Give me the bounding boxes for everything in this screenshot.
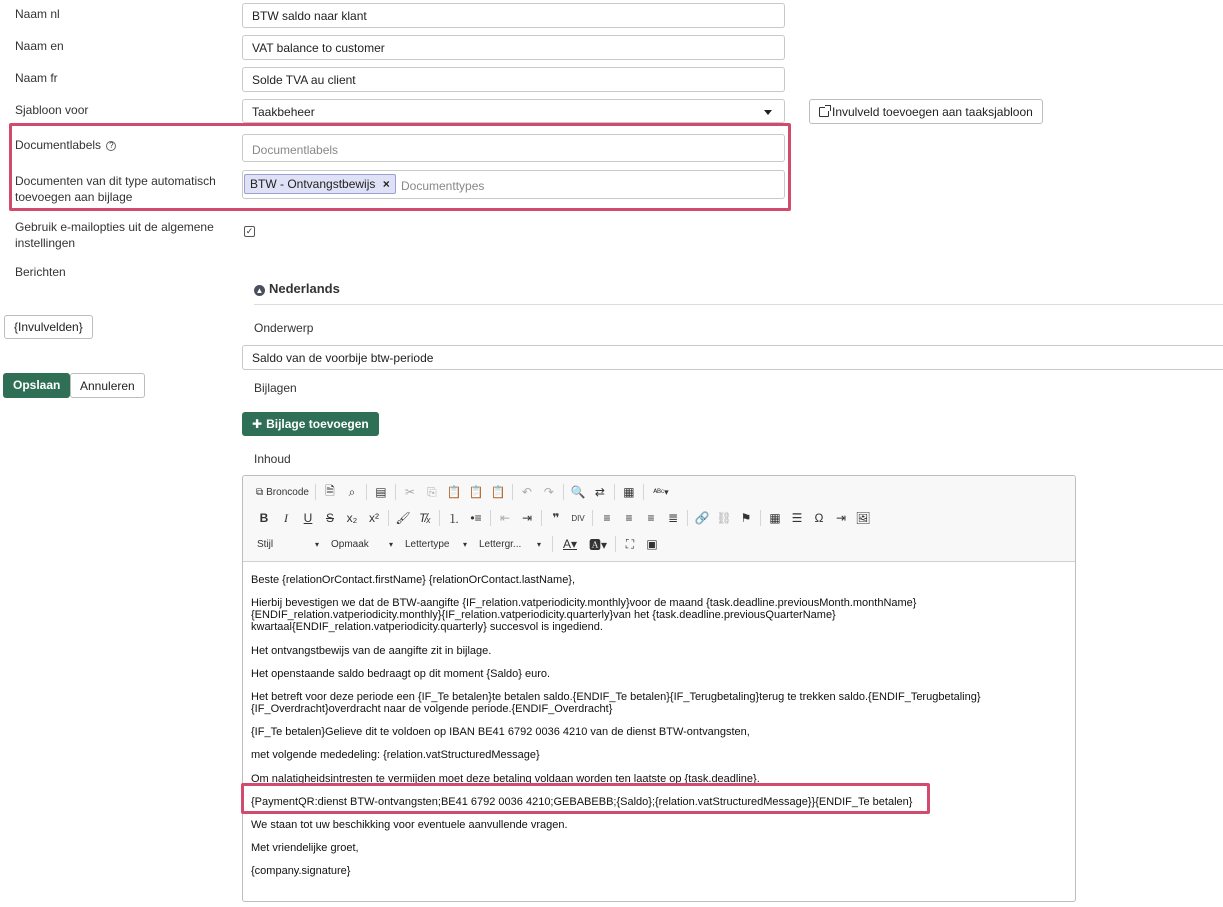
format-combo-label: Opmaak <box>331 538 369 550</box>
font-combo[interactable] <box>401 535 471 553</box>
content-line: met volgende mededeling: {relation.vatStructuredMessage} <box>251 749 540 761</box>
background-color-icon[interactable]: 🅰▾ <box>588 537 608 552</box>
align-justify-icon[interactable]: ≣ <box>667 511 679 525</box>
caret-down-icon <box>764 110 772 115</box>
replace-icon[interactable]: ⇄ <box>594 485 605 499</box>
documenttypes-label-line1: Documenten van dit type automatisch <box>15 174 216 188</box>
text-color-icon[interactable]: A▾ <box>562 537 578 551</box>
documenttype-tag-label: BTW - Ontvangstbewijs <box>250 177 376 191</box>
indent-icon[interactable]: ⇥ <box>521 511 533 525</box>
content-line: Beste {relationOrContact.firstName} {relationOrContact.lastName}, <box>251 574 576 586</box>
content-label: Inhoud <box>254 452 291 466</box>
content-line: Het betreft voor deze periode een {IF_Te betalen}te betalen saldo.{ENDIF_Te betalen}{IF_Terugbetaling}terug te trekken saldo.{ENDIF_Terugbetaling} <box>251 691 981 703</box>
find-icon[interactable]: 🔍 <box>570 485 586 499</box>
sjabloon-select-value: Taakbeheer <box>252 105 315 119</box>
content-line: Met vriendelijke groet, <box>251 842 359 854</box>
email-options-checkbox[interactable]: ✓ <box>245 226 254 236</box>
content-line: We staan tot uw beschikking voor eventuele aanvullende vragen. <box>251 819 568 831</box>
source-label: Broncode <box>266 486 309 498</box>
external-link-icon <box>819 107 829 117</box>
paste-word-icon[interactable]: 📋 <box>490 485 506 499</box>
documentlabels-input[interactable] <box>242 134 785 162</box>
content-line: kwartaal{ENDIF_relation.vatperiodicity.quarterly} succesvol is ingediend. <box>251 621 603 633</box>
copy-format-icon[interactable]: 🖌 <box>395 511 411 525</box>
copy-icon[interactable]: ⎘ <box>427 484 437 499</box>
berichten-label: Berichten <box>15 265 66 279</box>
spellcheck-icon[interactable]: ᴬᴮᶜ▾ <box>653 486 669 497</box>
source-icon: ⧉ <box>256 486 264 498</box>
align-right-icon[interactable]: ≡ <box>647 511 655 525</box>
link-icon[interactable]: 🔗 <box>694 511 710 525</box>
documentlabels-label-text: Documentlabels <box>15 138 102 152</box>
subscript-icon[interactable]: x₂ <box>346 511 358 525</box>
plus-icon: ✚ <box>252 417 263 431</box>
section-divider <box>254 304 1223 305</box>
documenttype-tag <box>244 174 396 194</box>
content-line: {IF_Overdracht}overdracht naar de volgende periode.{ENDIF_Overdracht} <box>251 703 613 715</box>
naam-fr-input[interactable]: Solde TVA au client <box>242 67 785 92</box>
save-doc-icon[interactable]: 🗎 <box>325 483 335 498</box>
cut-icon[interactable]: ✂ <box>404 485 415 499</box>
sjabloon-select[interactable] <box>242 99 785 123</box>
naam-en-input[interactable]: VAT balance to customer <box>242 35 785 60</box>
maximize-icon[interactable]: ⛶ <box>625 536 635 551</box>
content-line: {PaymentQR:dienst BTW-ontvangsten;BE41 6792 0036 4210;GEBABEBB;{Saldo};{relation.vatStructuredMessage}}{ENDIF_Te betalen} <box>251 796 913 808</box>
caret-down-icon: ▾ <box>314 539 319 549</box>
font-size-combo-label: Lettergr... <box>479 538 522 550</box>
save-button[interactable]: Opslaan <box>3 373 70 398</box>
undo-icon[interactable]: ↶ <box>521 485 532 499</box>
outdent-icon[interactable]: ⇤ <box>499 511 511 525</box>
email-options-label-line1: Gebruik e-mailopties uit de algemene <box>15 220 214 234</box>
italic-icon[interactable]: I <box>284 510 288 525</box>
naam-nl-input[interactable]: BTW saldo naar klant <box>242 3 785 28</box>
table-icon[interactable]: ▦ <box>769 511 781 525</box>
show-blocks-icon[interactable]: ▣ <box>646 537 658 551</box>
image-icon[interactable]: 🖼 <box>855 511 871 525</box>
subject-label: Onderwerp <box>254 321 314 335</box>
email-options-label-line2: instellingen <box>15 236 76 250</box>
naam-en-label: Naam en <box>15 39 64 53</box>
naam-nl-label: Naam nl <box>15 7 60 21</box>
nederlands-title: Nederlands <box>269 281 340 296</box>
paste-icon[interactable]: 📋 <box>446 485 462 499</box>
toolbar-row-2 <box>253 508 874 528</box>
unlink-icon[interactable]: ⛓ <box>716 511 732 525</box>
documenttypes-placeholder: Documenttypes <box>401 179 485 193</box>
caret-down-icon: ▾ <box>536 539 541 549</box>
superscript-icon[interactable]: x² <box>369 511 379 525</box>
content-line: {ENDIF_relation.vatperiodicity.monthly}{IF_relation.vatperiodicity.quarterly}van het {task.deadline.previousQuarterName} <box>251 609 836 621</box>
bold-icon[interactable]: B <box>259 511 269 525</box>
content-line: Om nalatigheidsintresten te vermijden moet deze betaling voldaan worden ten laatste op {task.deadline}. <box>251 773 760 785</box>
content-line: Het openstaande saldo bedraagt op dit moment {Saldo} euro. <box>251 668 551 680</box>
select-all-icon[interactable]: ▦ <box>623 485 635 499</box>
remove-tag-icon[interactable]: × <box>382 177 390 191</box>
chevron-up-circle-icon: ▲ <box>255 286 264 295</box>
page-break-icon[interactable]: ⇥ <box>835 511 847 525</box>
payment-qr-highlight <box>241 783 930 814</box>
attachments-label: Bijlagen <box>254 381 297 395</box>
cancel-button[interactable]: Annuleren <box>70 373 145 398</box>
documenttypes-label-line2: toevoegen aan bijlage <box>15 190 133 204</box>
toolbar-row-3 <box>253 534 663 554</box>
content-line: Het ontvangstbewijs van de aangifte zit in bijlage. <box>251 645 492 657</box>
add-field-to-task-template-button[interactable] <box>809 99 1043 124</box>
redo-icon[interactable]: ↷ <box>543 485 554 499</box>
font-size-combo[interactable] <box>475 535 545 553</box>
div-icon[interactable]: DIV <box>571 513 585 523</box>
special-char-icon[interactable]: Ω <box>814 511 824 525</box>
underline-icon[interactable]: U <box>303 511 313 525</box>
strikethrough-icon[interactable]: S <box>325 511 334 525</box>
anchor-flag-icon[interactable]: ⚑ <box>740 511 752 525</box>
font-combo-label: Lettertype <box>405 538 450 550</box>
align-center-icon[interactable]: ≡ <box>625 511 633 525</box>
align-left-icon[interactable]: ≡ <box>603 511 611 525</box>
caret-down-icon: ▾ <box>462 539 467 549</box>
templates-icon[interactable]: ▤ <box>375 485 387 499</box>
add-field-button-label: Invulveld toevoegen aan taaksjabloon <box>832 105 1033 119</box>
numbered-list-icon[interactable]: ⒈ <box>447 511 460 526</box>
nederlands-section-header[interactable] <box>254 281 340 296</box>
bulleted-list-icon[interactable]: •≡ <box>470 511 482 525</box>
naam-fr-label: Naam fr <box>15 71 58 85</box>
subject-input[interactable]: Saldo van de voorbije btw-periode <box>242 345 1223 370</box>
caret-down-icon: ▾ <box>388 539 393 549</box>
help-icon[interactable]: ? <box>106 141 116 151</box>
toolbar-row-1 <box>253 482 675 502</box>
blockquote-icon[interactable]: ❞ <box>552 511 560 525</box>
rich-text-editor[interactable] <box>242 475 1076 902</box>
style-combo-label: Stijl <box>257 538 274 550</box>
style-combo[interactable] <box>253 535 323 553</box>
horizontal-rule-icon[interactable]: ☰ <box>791 511 803 525</box>
source-button[interactable] <box>253 482 312 502</box>
add-attachment-label: Bijlage toevoegen <box>266 417 369 431</box>
documentlabels-placeholder: Documentlabels <box>252 143 339 157</box>
preview-icon[interactable]: ⌕ <box>348 484 356 499</box>
remove-format-icon[interactable]: T̸ₓ <box>419 511 431 525</box>
sjabloon-label: Sjabloon voor <box>15 103 89 117</box>
email-options-label <box>15 219 214 251</box>
content-line: {company.signature} <box>251 865 351 877</box>
content-line: {IF_Te betalen}Gelieve dit te voldoen op IBAN BE41 6792 0036 4210 van de dienst BTW-ontvangsten, <box>251 726 750 738</box>
format-combo[interactable] <box>327 535 397 553</box>
paste-text-icon[interactable]: 📋 <box>468 485 484 499</box>
content-line: Hierbij bevestigen we dat de BTW-aangifte {IF_relation.vatperiodicity.monthly}voor de maand {task.deadline.previousMonth.monthName} <box>251 597 917 609</box>
invulvelden-button[interactable]: {Invulvelden} <box>4 315 93 339</box>
add-attachment-button[interactable] <box>242 412 379 436</box>
editor-toolbar <box>243 476 1075 562</box>
